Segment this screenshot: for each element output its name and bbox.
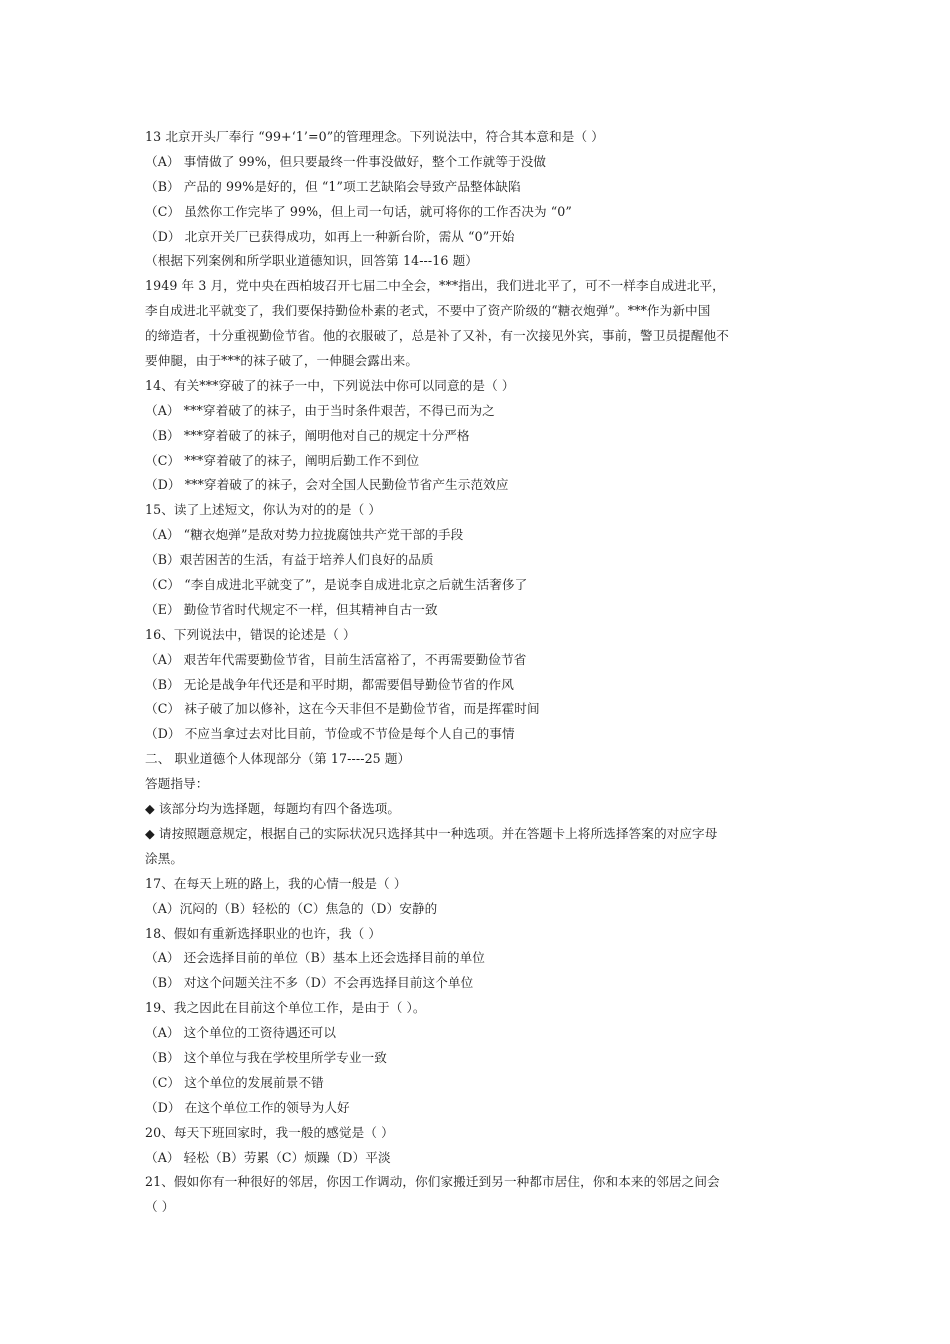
text-line: 16、下列说法中，错误的论述是（ ）	[145, 626, 356, 642]
text-line: （C） 袜子破了加以修补，这在今天非但不是勤俭节省，而是挥霍时间	[145, 701, 540, 717]
text-line: （B） 这个单位与我在学校里所学专业一致	[145, 1049, 387, 1065]
text-line: 1949 年 3 月，党中央在西柏坡召开七届二中全会，***指出，我们进北平了，可不一样李自成进北平，	[145, 278, 725, 294]
text-line: （D） 在这个单位工作的领导为人好	[145, 1099, 350, 1115]
text-line: （A） 还会选择目前的单位（B）基本上还会选择目前的单位	[145, 950, 485, 966]
text-line: （D） 不应当拿过去对比目前，节俭或不节俭是每个人自己的事情	[145, 726, 515, 742]
text-line: （B） 无论是战争年代还是和平时期，都需要倡导勤俭节省的作风	[145, 676, 514, 692]
text-line: （A） 艰苦年代需要勤俭节省，目前生活富裕了，不再需要勤俭节省	[145, 651, 527, 667]
text-line: （B）艰苦困苦的生活，有益于培养人们良好的品质	[145, 552, 434, 568]
text-line: （A）沉闷的（B）轻松的（C）焦急的（D）安静的	[145, 900, 438, 916]
document-page	[145, 125, 810, 1220]
text-line: 涂黑。	[145, 850, 184, 866]
text-line: （A） 这个单位的工资待遇还可以	[145, 1025, 337, 1041]
text-line: （C） ***穿着破了的袜子，阐明后勤工作不到位	[145, 452, 420, 468]
text-line: （A） 轻松（B）劳累（C）烦躁（D）平淡	[145, 1149, 391, 1165]
text-line: 21、假如你有一种很好的邻居，你因工作调动，你们家搬迁到另一种都市居住，你和本来的邻居之间会	[145, 1174, 720, 1190]
text-line: 13 北京开头厂奉行 “99+‘1’=0”的管理理念。下列说法中，符合其本意和是（ ）	[145, 129, 604, 144]
text-line: （C） 虽然你工作完毕了 99%，但上司一句话，就可将你的工作否决为 “0”	[145, 203, 572, 219]
text-line: 要伸腿，由于***的袜子破了，一伸腿会露出来。	[145, 353, 419, 369]
text-line: 答题指导：	[145, 776, 209, 792]
text-line: （ ）	[145, 1199, 175, 1215]
text-line: 15、读了上述短文，你认为对的的是（ ）	[145, 502, 382, 518]
text-line: （A） “糖衣炮弹”是敌对势力拉拢腐蚀共产党干部的手段	[145, 527, 464, 543]
text-line: （D） 北京开关厂已获得成功，如再上一种新台阶，需从 “0”开始	[145, 228, 515, 244]
text-line: 的缔造者，十分重视勤俭节省。他的衣服破了，总是补了又补，有一次接见外宾，事前，警卫员提醒他不	[145, 328, 729, 344]
text-line: ◆ 请按照题意规定，根据自己的实际状况只选择其中一种选项。并在答题卡上将所选择答案的对应字母	[145, 825, 718, 841]
text-line: （C） “李自成进北平就变了”，是说李自成进北京之后就生活奢侈了	[145, 577, 528, 593]
text-line: 14、有关***穿破了的袜子一中，下列说法中你可以同意的是（ ）	[145, 377, 515, 393]
text-line: 19、我之因此在目前这个单位工作，是由于（ ）。	[145, 1000, 426, 1016]
text-line: （B） 对这个问题关注不多（D）不会再选择目前这个单位	[145, 975, 474, 991]
text-line: （根据下列案例和所学职业道德知识，回答第 14---16 题）	[145, 253, 478, 269]
text-line: （B） 产品的 99%是好的，但 “1”项工艺缺陷会导致产品整体缺陷	[145, 178, 521, 194]
text-line: （C） 这个单位的发展前景不错	[145, 1074, 324, 1090]
text-line: （D） ***穿着破了的袜子，会对全国人民勤俭节省产生示范效应	[145, 477, 509, 493]
text-line: 17、在每天上班的路上，我的心情一般是（ ）	[145, 875, 407, 891]
text-line: （A） 事情做了 99%，但只要最终一件事没做好，整个工作就等于没做	[145, 153, 547, 169]
text-line: 二、 职业道德个人体现部分（第 17----25 题）	[145, 751, 411, 767]
text-line: （B） ***穿着破了的袜子，阐明他对自己的规定十分严格	[145, 427, 470, 443]
text-line: 18、假如有重新选择职业的也许，我（ ）	[145, 925, 382, 941]
text-line: 20、每天下班回家时，我一般的感觉是（ ）	[145, 1124, 394, 1140]
text-line: （E） 勤俭节省时代规定不一样，但其精神自古一致	[145, 601, 438, 617]
text-line: （A） ***穿着破了的袜子，由于当时条件艰苦，不得已而为之	[145, 402, 495, 418]
text-line: ◆ 该部分均为选择题，每题均有四个备选项。	[145, 801, 401, 817]
text-line: 李自成进北平就变了，我们要保持勤俭朴素的老式，不要中了资产阶级的“糖衣炮弹”。***作为新中国	[145, 303, 711, 319]
